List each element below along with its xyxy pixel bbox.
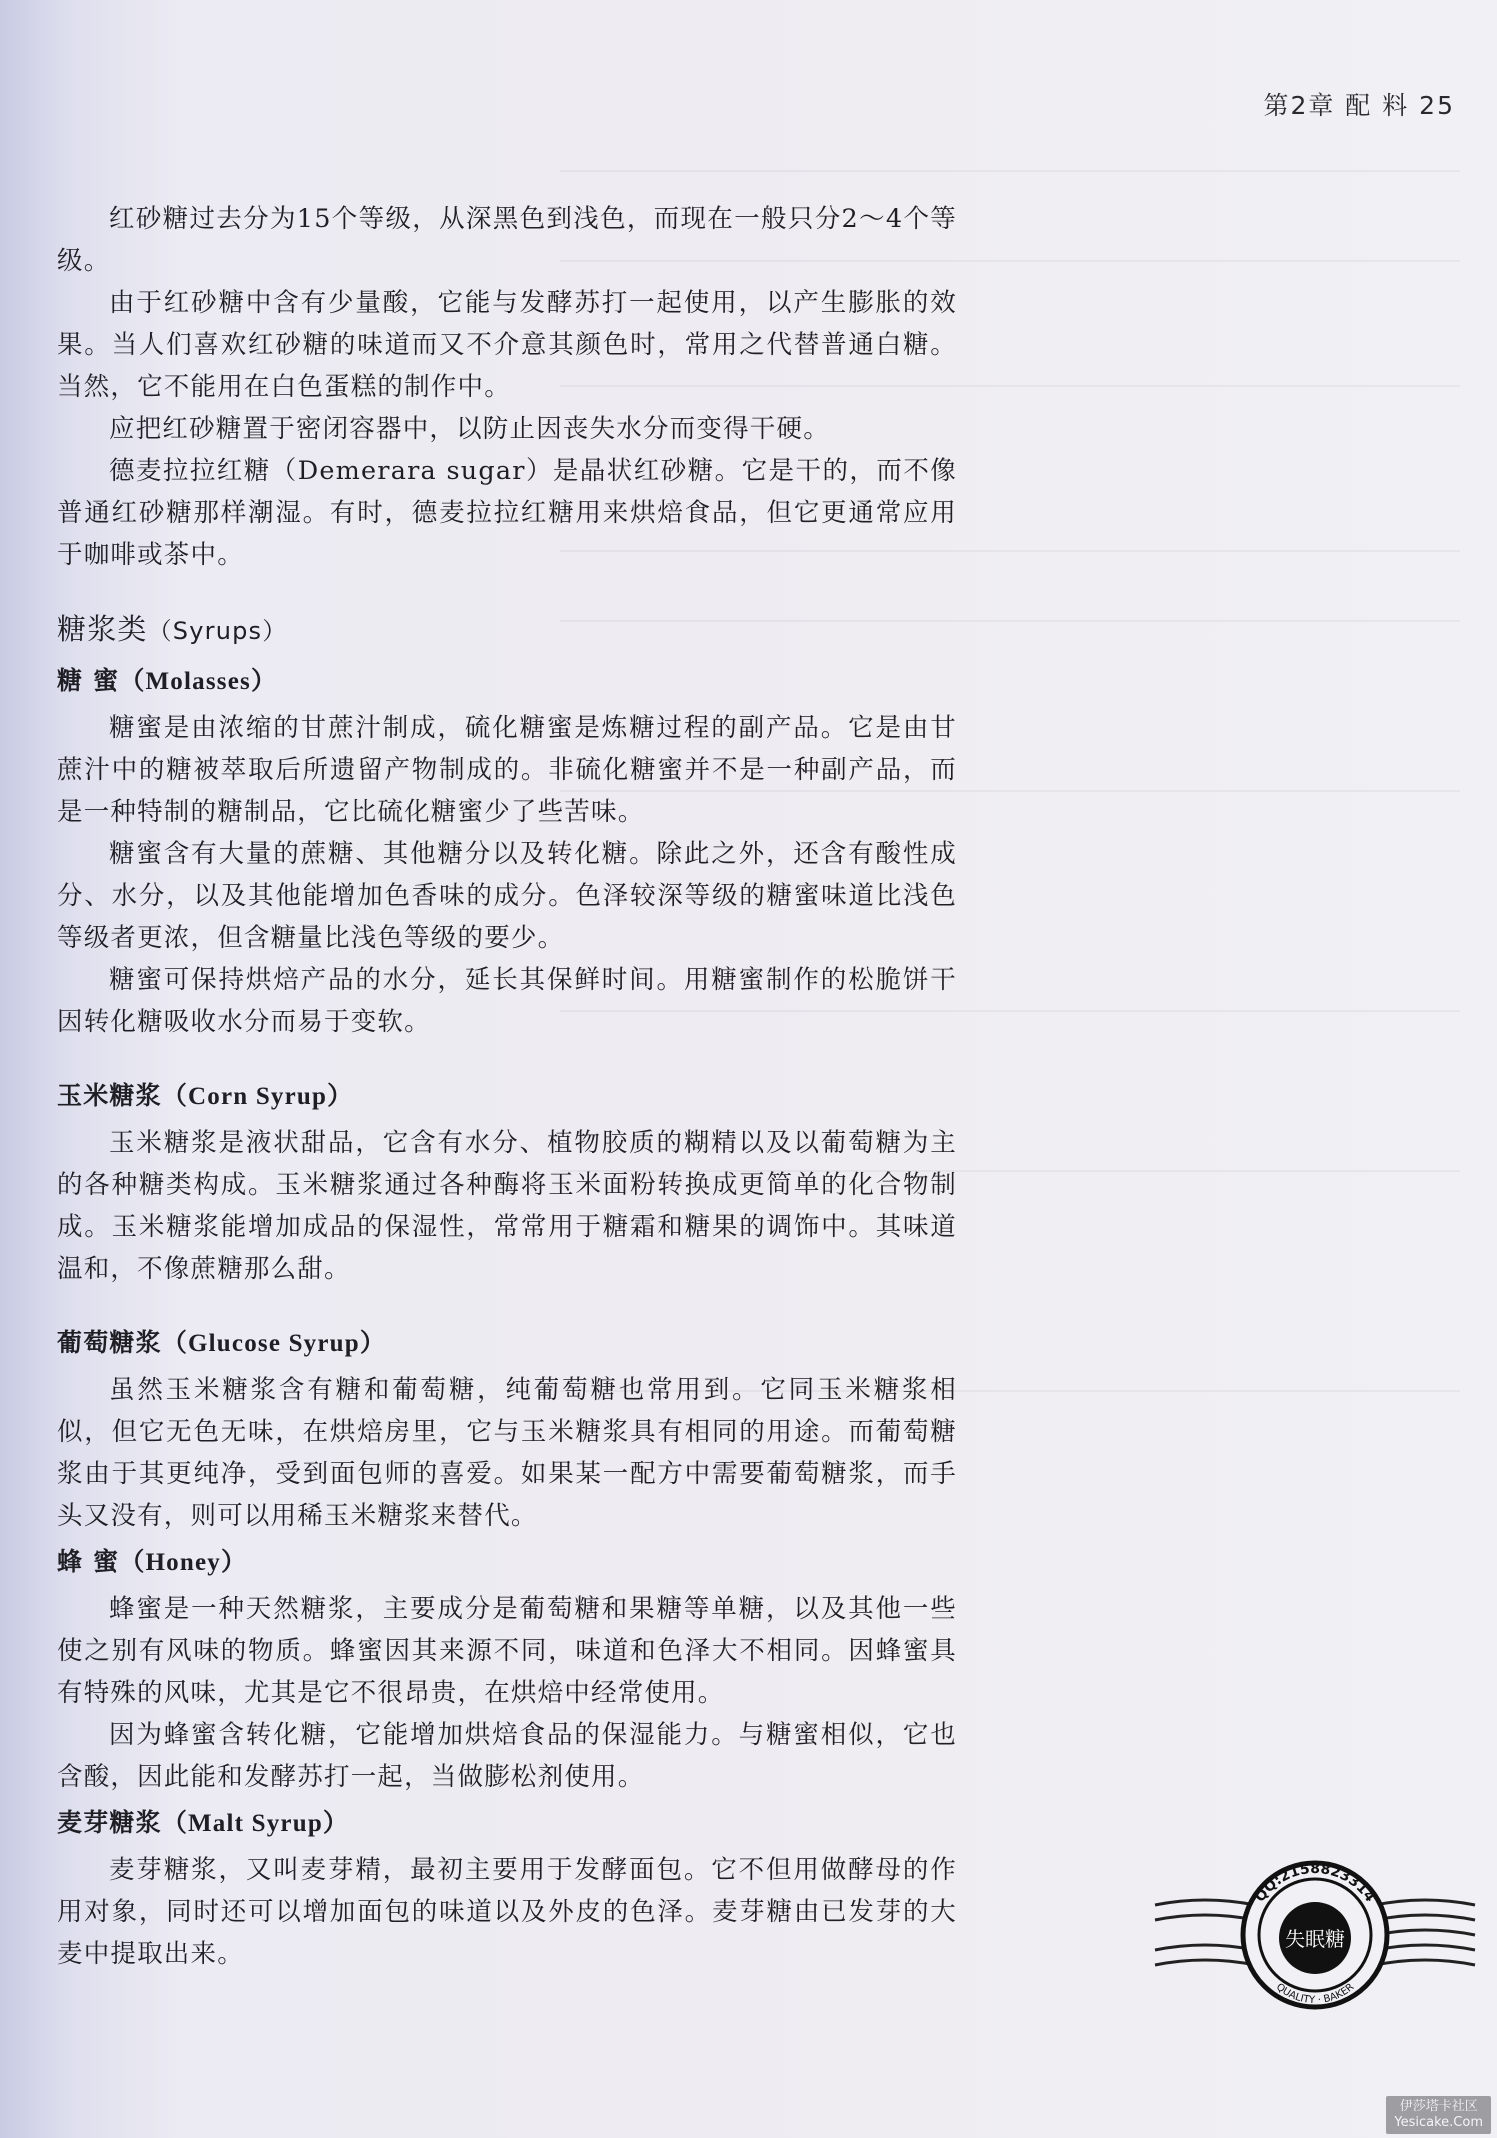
paragraph: 蜂蜜是一种天然糖浆，主要成分是葡萄糖和果糖等单糖，以及其他一些使之别有风味的物质。蜂蜜因其来源不同，味道和色泽大不相同。因蜂蜜具有特殊的风味，尤其是它不很昂贵，在烘焙中经常使用。 — [57, 1594, 957, 1708]
paragraph: 糖蜜含有大量的蔗糖、其他糖分以及转化糖。除此之外，还含有酸性成分、水分，以及其他能增加色香味的成分。色泽较深等级的糖蜜味道比浅色等级者更浓，但含糖量比浅色等级的要少。 — [57, 839, 957, 953]
heading-en: （Molasses） — [119, 668, 278, 695]
subsection-heading — [57, 1537, 957, 1588]
stamp-bottom-text: QUALITY · BAKER — [1273, 1981, 1357, 2007]
paragraph: 虽然玉米糖浆含有糖和葡萄糖，纯葡萄糖也常用到。它同玉米糖浆相似，但它无色无味，在烘焙房里，它与玉米糖浆具有相同的用途。而葡萄糖浆由于其更纯净，受到面包师的喜爱。如果某一配方中需要葡萄糖浆，而手头又没有，则可以用稀玉米糖浆来替代。 — [57, 1375, 957, 1531]
paragraph: 红砂糖过去分为15个等级，从深黑色到浅色，而现在一般只分2～4个等级。 — [57, 204, 957, 276]
paragraph: 由于红砂糖中含有少量酸，它能与发酵苏打一起使用，以产生膨胀的效果。当人们喜欢红砂糖的味道而又不介意其颜色时，常用之代替普通白糖。当然，它不能用在白色蛋糕的制作中。 — [57, 288, 957, 402]
postmark-stamp — [1145, 1850, 1485, 2020]
paragraph: 应把红砂糖置于密闭容器中，以防止因丧失水分而变得干硬。 — [109, 414, 830, 444]
watermark-line-1: 伊莎塔卡社区 — [1399, 2099, 1478, 2114]
heading-zh: 玉米糖浆 — [57, 1081, 162, 1110]
paragraph: 糖蜜是由浓缩的甘蔗汁制成，硫化糖蜜是炼糖过程的副产品。它是由甘蔗汁中的糖被萃取后所遗留产物制成的。非硫化糖蜜并不是一种副产品，而是一种特制的糖制品，它比硫化糖蜜少了些苦味。 — [57, 713, 957, 827]
spacer — [57, 1043, 957, 1071]
paragraph: 麦芽糖浆，又叫麦芽精，最初主要用于发酵面包。它不但用做酵母的作用对象，同时还可以增加面包的味道以及外皮的色泽。麦芽糖由已发芽的大麦中提取出来。 — [57, 1855, 957, 1969]
subsection-heading — [57, 1071, 957, 1122]
watermark-line-2: Yesicake.Com — [1394, 2115, 1483, 2130]
heading-zh: 葡萄糖浆 — [57, 1328, 162, 1357]
heading-en: （Malt Syrup） — [161, 1810, 350, 1837]
paragraph: 因为蜂蜜含转化糖，它能增加烘焙食品的保湿能力。与糖蜜相似，它也含酸，因此能和发酵苏打一起，当做膨松剂使用。 — [57, 1720, 957, 1792]
subsection-heading — [57, 1318, 957, 1369]
section-heading — [57, 604, 957, 656]
heading-en: （Syrups） — [147, 617, 288, 645]
page-body — [57, 198, 957, 1975]
stamp-center-text: 失眠糖 — [1285, 1927, 1345, 1951]
paragraph: 德麦拉拉红糖（Demerara sugar）是晶状红砂糖。它是干的，而不像普通红砂糖那样潮湿。有时，德麦拉拉红糖用来烘焙食品，但它更通常应用于咖啡或茶中。 — [57, 456, 957, 570]
page-header: 第2章 配 料 25 — [1263, 91, 1455, 120]
heading-zh: 蜂 蜜 — [57, 1547, 120, 1576]
site-watermark — [1386, 2096, 1491, 2134]
stamp-ring-text: QQ:2158823314 — [1252, 1861, 1378, 1906]
paragraph: 玉米糖浆是液状甜品，它含有水分、植物胶质的糊精以及以葡萄糖为主的各种糖类构成。玉米糖浆通过各种酶将玉米面粉转换成更简单的化合物制成。玉米糖浆能增加成品的保湿性，常常用于糖霜和糖果的调饰中。其味道温和，不像蔗糖那么甜。 — [57, 1128, 957, 1284]
heading-zh: 糖浆类 — [57, 612, 148, 646]
subsection-heading — [57, 1798, 957, 1849]
heading-zh: 麦芽糖浆 — [57, 1808, 162, 1837]
spacer — [57, 576, 957, 604]
paragraph: 糖蜜可保持烘焙产品的水分，延长其保鲜时间。用糖蜜制作的松脆饼干因转化糖吸收水分而易于变软。 — [57, 965, 957, 1037]
heading-en: （Honey） — [119, 1549, 248, 1576]
heading-en: （Corn Syrup） — [161, 1083, 354, 1110]
heading-en: （Glucose Syrup） — [161, 1330, 387, 1357]
spacer — [57, 1290, 957, 1318]
heading-zh: 糖 蜜 — [57, 666, 120, 695]
subsection-heading — [57, 656, 957, 707]
